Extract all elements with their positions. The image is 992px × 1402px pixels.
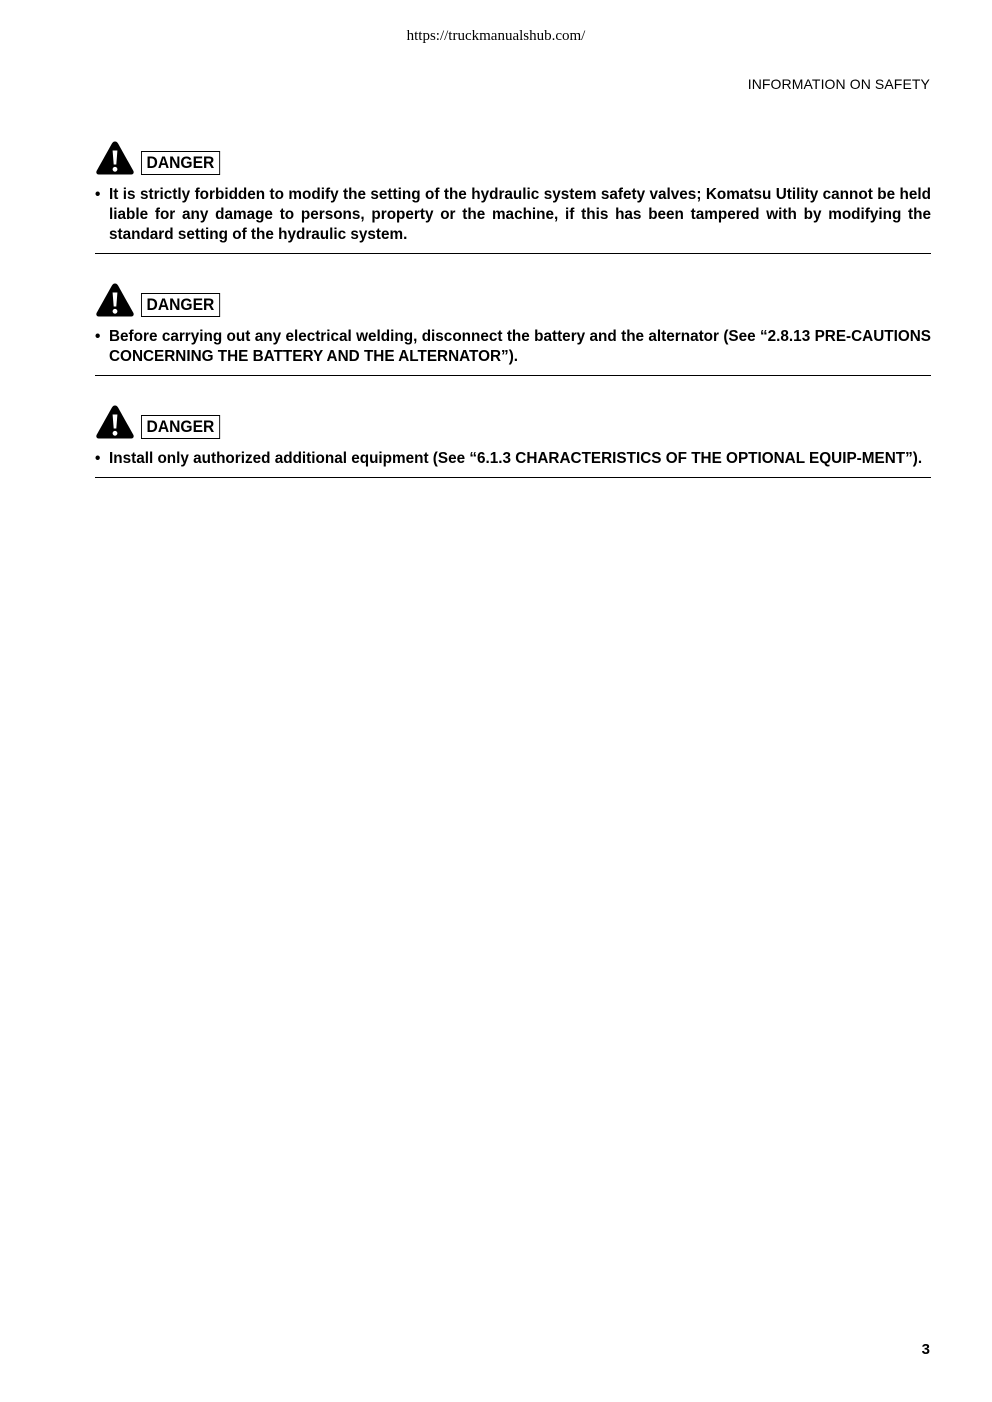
warning-triangle-icon xyxy=(95,404,135,440)
danger-label: DANGER xyxy=(141,151,220,175)
notice-body xyxy=(95,185,931,245)
bullet: • xyxy=(95,450,101,467)
warning-triangle-icon xyxy=(95,140,135,176)
bullet: • xyxy=(95,328,101,345)
notice-text: It is strictly forbidden to modify the setting of the hydraulic system safety valves; Komatsu Utility cannot be held liable for any damage to persons, property or the machine, if this has been tampered with by modifying the standard setting of the hydraulic system. xyxy=(109,186,931,243)
section-header: INFORMATION ON SAFETY xyxy=(747,76,930,92)
warning-triangle-icon xyxy=(95,282,135,318)
danger-notice xyxy=(95,140,931,254)
notice-header xyxy=(95,404,931,440)
bullet: • xyxy=(95,186,101,203)
danger-label: DANGER xyxy=(141,415,220,439)
danger-notice xyxy=(95,282,931,376)
danger-notice xyxy=(95,404,931,478)
page-number: 3 xyxy=(921,1341,930,1358)
notice-body xyxy=(95,449,931,469)
danger-label: DANGER xyxy=(141,293,220,317)
notice-text: Before carrying out any electrical welding, disconnect the battery and the alternator (See “2.8.13 PRE-CAUTIONS CONCERNING THE BATTERY AND THE ALTERNATOR”). xyxy=(109,328,931,365)
notice-header xyxy=(95,140,931,176)
notice-body xyxy=(95,327,931,367)
notice-header xyxy=(95,282,931,318)
notice-text: Install only authorized additional equipment (See “6.1.3 CHARACTERISTICS OF THE OPTIONAL EQUIP-MENT”). xyxy=(109,450,923,467)
source-url[interactable]: https://truckmanualshub.com/ xyxy=(406,28,586,44)
